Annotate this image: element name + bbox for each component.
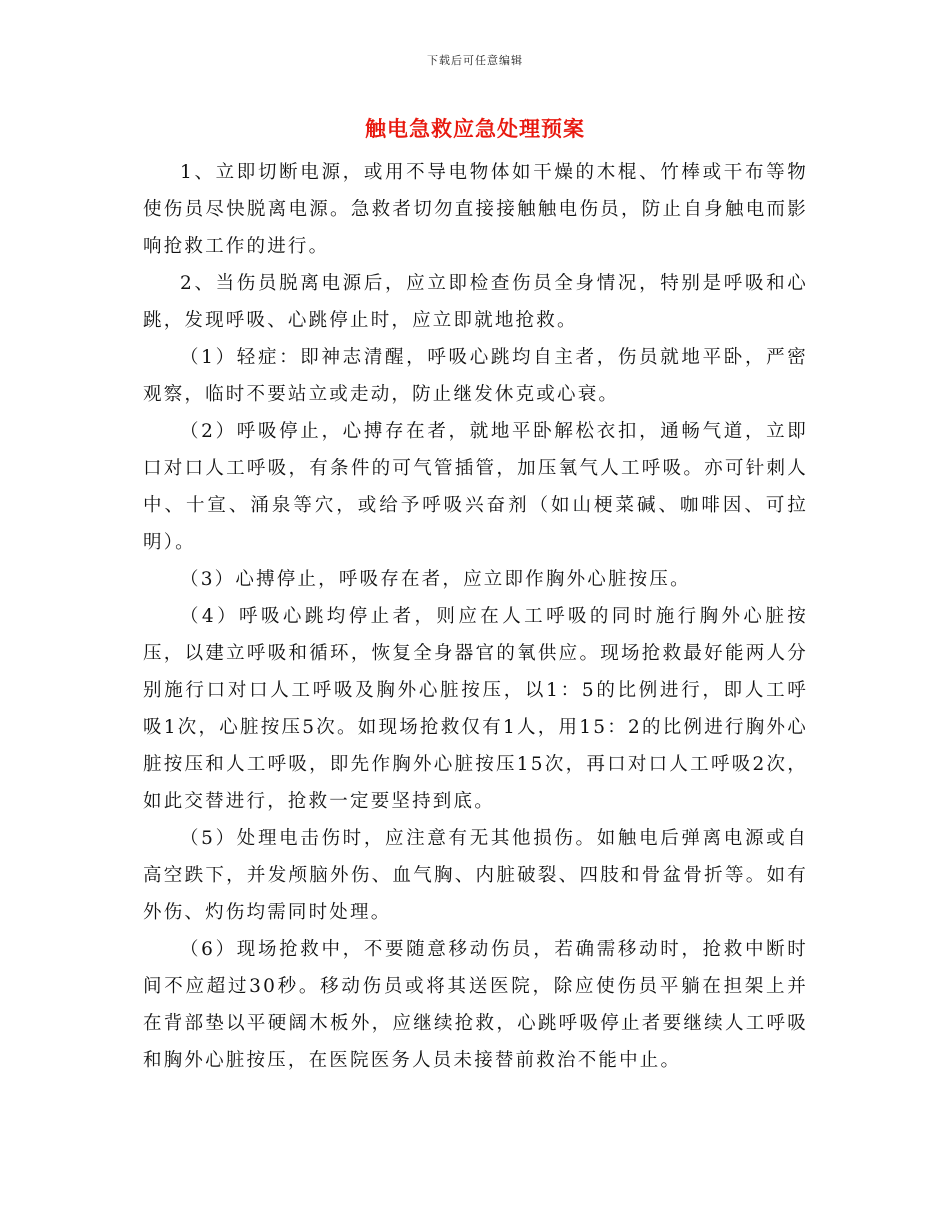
paragraph-8: （6）现场抢救中，不要随意移动伤员，若确需移动时，抢救中断时间不应超过30秒。移动伤员或将其送医院，除应使伤员平躺在担架上并在背部垫以平硬阔木板外，应继续抢救，心跳呼吸停止者要继续人工呼吸和胸外心脏按压，在医院医务人员未接替前救治不能中止。: [143, 939, 808, 1071]
paragraph-3: （1）轻症：即神志清醒，呼吸心跳均自主者，伤员就地平卧，严密观察，临时不要站立或走动，防止继发休克或心衰。: [143, 347, 808, 405]
header-note: 下载后可任意编辑: [427, 54, 523, 67]
paragraph-6: （4）呼吸心跳均停止者，则应在人工呼吸的同时施行胸外心脏按压，以建立呼吸和循环，恢复全身器官的氧供应。现场抢救最好能两人分别施行口对口人工呼吸及胸外心脏按压，以1：5的比例进行，即人工呼吸1次，心脏按压5次。如现场抢救仅有1人，用15：2的比例进行胸外心脏按压和人工呼吸，即先作胸外心脏按压15次，再口对口人工呼吸2次，如此交替进行，抢救一定要坚持到底。: [143, 606, 808, 812]
document-title: 触电急救应急处理预案: [365, 116, 585, 141]
paragraph-5: （3）心搏停止，呼吸存在者，应立即作胸外心脏按压。: [180, 569, 691, 590]
document-body: [143, 154, 808, 1079]
paragraph-2: 2、当伤员脱离电源后，应立即检查伤员全身情况，特别是呼吸和心跳，发现呼吸、心跳停止时，应立即就地抢救。: [143, 273, 808, 331]
paragraph-7: （5）处理电击伤时，应注意有无其他损伤。如触电后弹离电源或自高空跌下，并发颅脑外伤、血气胸、内脏破裂、四肢和骨盆骨折等。如有外伤、灼伤均需同时处理。: [143, 828, 808, 923]
paragraph-1: 1、立即切断电源，或用不导电物体如干燥的木棍、竹棒或干布等物使伤员尽快脱离电源。急救者切勿直接接触触电伤员，防止自身触电而影响抢救工作的进行。: [143, 162, 808, 257]
paragraph-4: （2）呼吸停止，心搏存在者，就地平卧解松衣扣，通畅气道，立即口对口人工呼吸，有条件的可气管插管，加压氧气人工呼吸。亦可针刺人中、十宣、涌泉等穴，或给予呼吸兴奋剂（如山梗菜碱、咖啡因、可拉明）。: [143, 421, 808, 553]
